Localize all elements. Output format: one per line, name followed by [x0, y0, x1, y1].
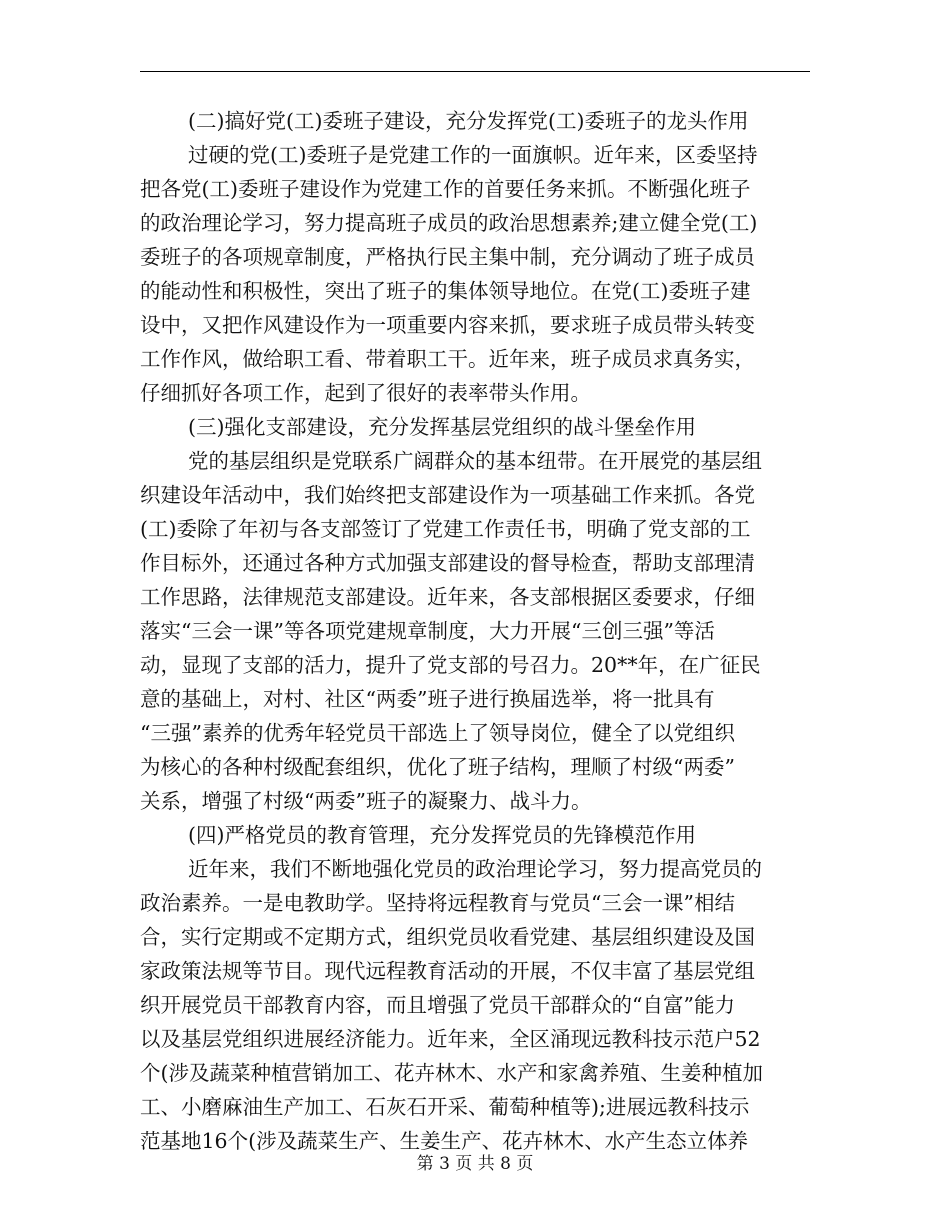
paragraph-line: “三强”素养的优秀年轻党员干部选上了领导岗位，健全了以党组织 — [140, 721, 735, 745]
paragraph-line: 织开展党员干部教育内容，而且增强了党员干部群众的“自富”能力 — [140, 993, 735, 1017]
heading-line: (三)强化支部建设，充分发挥基层党组织的战斗堡垒作用 — [188, 415, 696, 439]
heading-line: (二)搞好党(工)委班子建设，充分发挥党(工)委班子的龙头作用 — [188, 109, 749, 133]
paragraph-line: 家政策法规等节目。现代远程教育活动的开展，不仅丰富了基层党组 — [140, 959, 755, 983]
paragraph-line: 委班子的各项规章制度，严格执行民主集中制，充分调动了班子成员 — [140, 245, 755, 269]
document-body — [140, 104, 810, 1158]
section-heading — [140, 410, 810, 444]
body-paragraph — [140, 852, 810, 1158]
paragraph-line: 近年来，我们不断地强化党员的政治理论学习，努力提高党员的 — [188, 857, 762, 881]
paragraph-line: 工作思路，法律规范支部建设。近年来，各支部根据区委要求，仔细 — [140, 585, 755, 609]
paragraph-line: 意的基础上，对村、社区“两委”班子进行换届选举，将一批具有 — [140, 687, 715, 711]
body-paragraph — [140, 444, 810, 818]
section-heading — [140, 104, 810, 138]
paragraph-line: 把各党(工)委班子建设作为党建工作的首要任务来抓。不断强化班子 — [140, 177, 751, 201]
paragraph-line: 织建设年活动中，我们始终把支部建设作为一项基础工作来抓。各党 — [140, 483, 755, 507]
paragraph-line: 以及基层党组织进展经济能力。近年来，全区涌现远教科技示范户52 — [140, 1027, 761, 1051]
heading-line: (四)严格党员的教育管理，充分发挥党员的先锋模范作用 — [188, 823, 696, 847]
paragraph-line: 个(涉及蔬菜种植营销加工、花卉林木、水产和家禽养殖、生姜种植加 — [140, 1061, 763, 1085]
paragraph-line: 关系，增强了村级“两委”班子的凝聚力、战斗力。 — [140, 789, 592, 813]
paragraph-line: 工作作风，做给职工看、带着职工干。近年来，班子成员求真务实， — [140, 347, 755, 371]
paragraph-line: 工、小磨麻油生产加工、石灰石开采、葡萄种植等);进展远教科技示 — [140, 1095, 750, 1119]
paragraph-line: 落实“三会一课”等各项党建规章制度，大力开展“三创三强”等活 — [140, 619, 715, 643]
body-paragraph — [140, 138, 810, 410]
paragraph-line: 政治素养。一是电教助学。坚持将远程教育与党员“三会一课”相结 — [140, 891, 735, 915]
paragraph-line: 过硬的党(工)委班子是党建工作的一面旗帜。近年来，区委坚持 — [188, 143, 758, 167]
header-rule — [140, 71, 810, 72]
paragraph-line: 党的基层组织是党联系广阔群众的基本纽带。在开展党的基层组 — [188, 449, 762, 473]
paragraph-line: 的政治理论学习，努力提高班子成员的政治思想素养;建立健全党(工) — [140, 211, 758, 235]
paragraph-line: 动，显现了支部的活力，提升了党支部的号召力。20**年，在广征民 — [140, 653, 761, 677]
section-heading — [140, 818, 810, 852]
paragraph-line: 设中，又把作风建设作为一项重要内容来抓，要求班子成员带头转变 — [140, 313, 755, 337]
page-footer: 第 3 页 共 8 页 — [416, 1154, 534, 1174]
paragraph-line: 范基地16个(涉及蔬菜生产、生姜生产、花卉林木、水产生态立体养 — [140, 1129, 749, 1153]
paragraph-line: 仔细抓好各项工作，起到了很好的表率带头作用。 — [140, 381, 591, 405]
paragraph-line: 合，实行定期或不定期方式，组织党员收看党建、基层组织建设及国 — [140, 925, 755, 949]
paragraph-line: 为核心的各种村级配套组织，优化了班子结构，理顺了村级“两委” — [140, 755, 735, 779]
paragraph-line: 的能动性和积极性，突出了班子的集体领导地位。在党(工)委班子建 — [140, 279, 751, 303]
paragraph-line: (工)委除了年初与各支部签订了党建工作责任书，明确了党支部的工 — [140, 517, 751, 541]
paragraph-line: 作目标外，还通过各种方式加强支部建设的督导检查，帮助支部理清 — [140, 551, 755, 575]
